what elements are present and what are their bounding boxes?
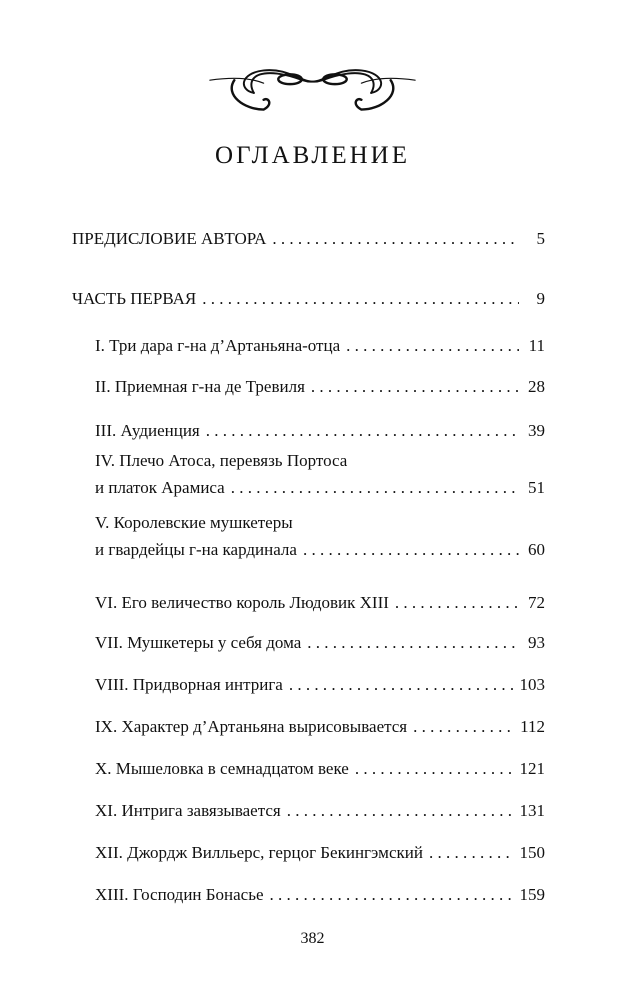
dot-leader bbox=[272, 226, 519, 252]
toc-entry[interactable] bbox=[95, 447, 545, 501]
toc-entry-title: ЧАСТЬ ПЕРВАЯ bbox=[72, 289, 197, 308]
dot-leader bbox=[231, 474, 519, 501]
toc-entry-page: 9 bbox=[536, 289, 545, 308]
toc-entry[interactable] bbox=[95, 840, 545, 866]
toc-entry-title: XII. Джордж Вилльерс, герцог Бекингэмский bbox=[95, 843, 423, 862]
dot-leader bbox=[346, 333, 519, 359]
toc-entry-line bbox=[95, 798, 545, 824]
toc-entry-line bbox=[95, 333, 545, 359]
toc-entry-line bbox=[95, 536, 545, 563]
page-number: 382 bbox=[300, 930, 325, 947]
toc-entry-line bbox=[72, 226, 545, 252]
toc-entry-page: 103 bbox=[519, 675, 545, 694]
toc-entry-page: 72 bbox=[528, 593, 545, 612]
toc-entry-line bbox=[95, 509, 545, 536]
toc-entry[interactable] bbox=[72, 286, 545, 312]
dot-leader bbox=[289, 672, 514, 698]
toc-entry-title: и гвардейцы г-на кардинала bbox=[95, 540, 297, 559]
toc-entry-page: 112 bbox=[520, 717, 545, 736]
toc-entry-line bbox=[95, 418, 545, 444]
toc-entry[interactable] bbox=[95, 418, 545, 444]
toc-entry-title: XI. Интрига завязывается bbox=[95, 801, 281, 820]
toc-entry[interactable] bbox=[95, 672, 545, 698]
dot-leader bbox=[395, 590, 519, 616]
toc-entry-title: VI. Его величество король Людовик XIII bbox=[95, 593, 389, 612]
toc-entry[interactable] bbox=[95, 630, 545, 656]
toc-entry-title: VII. Мушкетеры у себя дома bbox=[95, 633, 302, 652]
dot-leader bbox=[303, 536, 519, 563]
toc-entry-title: XIII. Господин Бонасье bbox=[95, 885, 264, 904]
toc-entry[interactable] bbox=[95, 590, 545, 616]
toc-entry[interactable] bbox=[95, 756, 545, 782]
toc-entry[interactable] bbox=[95, 798, 545, 824]
dot-leader bbox=[355, 756, 514, 782]
dot-leader bbox=[311, 374, 519, 400]
toc-entry-title: V. Королевские мушкетеры bbox=[95, 513, 293, 532]
toc-entry-page: 11 bbox=[528, 336, 545, 355]
toc-entry-page: 131 bbox=[519, 801, 545, 820]
toc-entry[interactable] bbox=[95, 333, 545, 359]
toc-entry-line bbox=[95, 672, 545, 698]
dot-leader bbox=[287, 798, 514, 824]
toc-entry-line bbox=[95, 590, 545, 616]
toc-entry-line bbox=[95, 882, 545, 908]
toc-entry[interactable] bbox=[95, 509, 545, 563]
toc-entry-line bbox=[95, 474, 545, 501]
dot-leader bbox=[270, 882, 514, 908]
toc-entry-line bbox=[95, 630, 545, 656]
toc-entry-page: 39 bbox=[528, 421, 545, 440]
dot-leader bbox=[413, 714, 514, 740]
toc-entry-title: X. Мышеловка в семнадцатом веке bbox=[95, 759, 349, 778]
toc-entry[interactable] bbox=[95, 714, 545, 740]
toc-entry-line bbox=[95, 840, 545, 866]
toc-entry-page: 121 bbox=[519, 759, 545, 778]
dot-leader bbox=[206, 418, 519, 444]
toc-entry[interactable] bbox=[95, 374, 545, 400]
toc-entry-line bbox=[95, 374, 545, 400]
toc-entry-line bbox=[95, 756, 545, 782]
toc-entry-title: и платок Арамиса bbox=[95, 478, 225, 497]
toc-entry-line bbox=[72, 286, 545, 312]
toc-entry-page: 159 bbox=[519, 885, 545, 904]
toc-entry-page: 28 bbox=[528, 377, 545, 396]
toc-entry-title: ПРЕДИСЛОВИЕ АВТОРА bbox=[72, 229, 267, 248]
toc-entry[interactable] bbox=[95, 882, 545, 908]
toc-entry-line bbox=[95, 714, 545, 740]
toc-entry-title: IV. Плечо Атоса, перевязь Портоса bbox=[95, 451, 348, 470]
page-title: ОГЛАВЛЕНИЕ bbox=[215, 142, 410, 169]
toc-entry-page: 5 bbox=[536, 229, 545, 248]
toc-entry-title: VIII. Придворная интрига bbox=[95, 675, 283, 694]
toc-entry-page: 93 bbox=[528, 633, 545, 652]
toc-entry-title: IX. Характер д’Артаньяна вырисовывается bbox=[95, 717, 408, 736]
dot-leader bbox=[307, 630, 519, 656]
dot-leader bbox=[429, 840, 514, 866]
toc-entry[interactable] bbox=[72, 226, 545, 252]
ornament-flourish-icon bbox=[205, 55, 420, 125]
toc-entry-page: 60 bbox=[528, 540, 545, 559]
toc-entry-page: 51 bbox=[528, 478, 545, 497]
toc-entry-title: I. Три дара г-на д’Артаньяна-отца bbox=[95, 336, 341, 355]
toc-entry-title: II. Приемная г-на де Тревиля bbox=[95, 377, 305, 396]
toc-entry-page: 150 bbox=[519, 843, 545, 862]
toc-entry-title: III. Аудиенция bbox=[95, 421, 200, 440]
toc-entry-line bbox=[95, 447, 545, 474]
dot-leader bbox=[202, 286, 519, 312]
